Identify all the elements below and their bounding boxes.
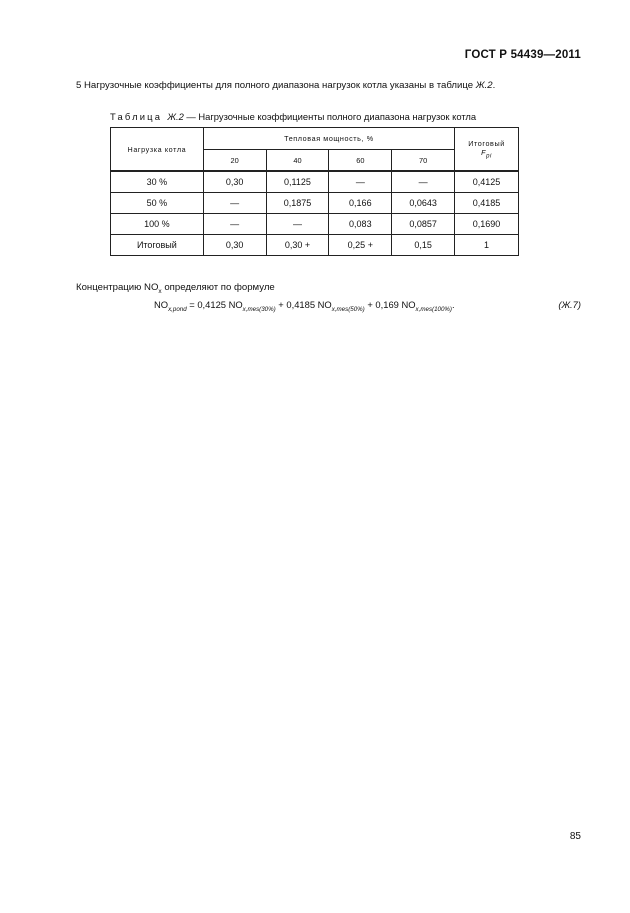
intro-text: 5 Нагрузочные коэффициенты для полного диапазона нагрузок котла указаны в таблице <box>76 80 476 91</box>
caption-word: Таблица <box>110 111 163 122</box>
formula: $NO_{x,pond} = 0,4125$ $NO_{x,mes(30\%)} + 0,4185$ $NO_{x,mes(50\%)} + 0,169$ $NO_{x,mes(100\%)}$. <box>154 299 455 313</box>
cell-20: 0,30 <box>203 235 266 256</box>
caption-title: — Нагрузочные коэффициенты полного диапазона нагрузок котла <box>183 111 477 122</box>
row-load: Итоговый <box>111 235 204 256</box>
intro-end: . <box>492 80 496 91</box>
cell-60: 0,083 <box>329 214 392 235</box>
header-total <box>455 128 519 172</box>
cell-70: 0,0857 <box>392 214 455 235</box>
cell-total: 0,4185 <box>455 193 519 214</box>
cell-40: 0,1125 <box>266 171 329 193</box>
cell-total: 1 <box>455 235 519 256</box>
nox-subscript: x <box>158 287 162 295</box>
table-row <box>111 171 519 193</box>
intro-paragraph <box>76 80 495 91</box>
formula-number: (Ж.7) <box>558 299 581 310</box>
power-level-40: 40 <box>266 150 329 172</box>
cell-70: — <box>392 171 455 193</box>
row-load: 50 % <box>111 193 204 214</box>
cell-total: 0,4125 <box>455 171 519 193</box>
power-level-60: 60 <box>329 150 392 172</box>
cell-40: 0,30 + <box>266 235 329 256</box>
cell-20: 0,30 <box>203 171 266 193</box>
table-row <box>111 214 519 235</box>
cell-20: — <box>203 214 266 235</box>
cell-20: — <box>203 193 266 214</box>
cell-total: 0,1690 <box>455 214 519 235</box>
header-load: Нагрузка котла <box>111 128 204 172</box>
row-load: 30 % <box>111 171 204 193</box>
page-number: 85 <box>569 831 581 842</box>
header-power: Тепловая мощность, % <box>203 128 454 150</box>
table-row <box>111 235 519 256</box>
load-coefficients-table <box>110 127 519 256</box>
concentration-text: Концентрацию $NO_x$ определяют по формуле <box>76 282 275 295</box>
cell-70: 0,0643 <box>392 193 455 214</box>
cell-40: 0,1875 <box>266 193 329 214</box>
header-total-symbol: $F_{pi}$ <box>481 147 492 160</box>
intro-table-ref: Ж.2 <box>475 80 493 91</box>
cell-60: 0,25 + <box>329 235 392 256</box>
cell-60: — <box>329 171 392 193</box>
power-level-70: 70 <box>392 150 455 172</box>
cell-70: 0,15 <box>392 235 455 256</box>
power-level-20: 20 <box>203 150 266 172</box>
standard-number: ГОСТ Р 54439—2011 <box>464 49 581 61</box>
cell-40: — <box>266 214 329 235</box>
row-load: 100 % <box>111 214 204 235</box>
table-caption <box>110 111 476 122</box>
table-row <box>111 193 519 214</box>
caption-ref: Ж.2 <box>167 111 184 122</box>
header-total-label: Итоговый <box>468 138 505 148</box>
cell-60: 0,166 <box>329 193 392 214</box>
